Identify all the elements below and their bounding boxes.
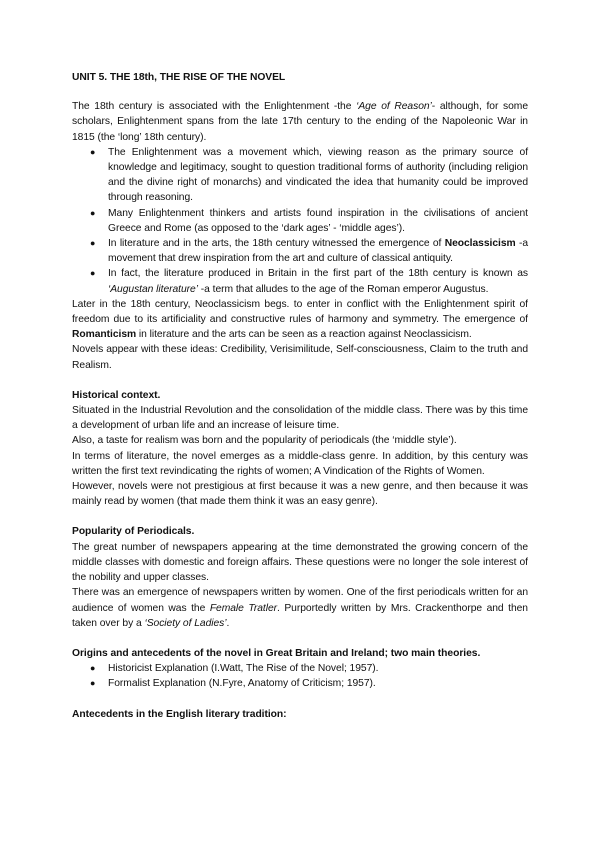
origins-heading: Origins and antecedents of the novel in Great Britain and Ireland; two main theories. (72, 647, 481, 659)
periodicals-p1: The great number of newspapers appearing at the time demonstrated the growing concern of the middle classes with domestic and foreign affairs. These questions were no longer the sole interest of the nobility and upper classes. (72, 541, 528, 584)
intro-paragraph: The 18th century is associated with the Enlightenment -the ‘Age of Reason’- although, for some scholars, Enlightenment spans from the late 17th century to the ending of the Napoleonic War in 1815 (the ‘long’ 18th century). (72, 101, 528, 143)
bullet-icon: ● (90, 146, 96, 157)
periodicals-heading: Popularity of Periodicals. (72, 526, 195, 538)
bullet-icon: ● (90, 678, 96, 689)
enlightenment-list (72, 145, 528, 297)
society-of-ladies-term: ‘Society of Ladies’ (144, 617, 227, 629)
romanticism-term: Romanticism (72, 329, 137, 341)
novels-paragraph: Novels appear with these ideas: Credibility, Verisimilitude, Self-consciousness, Claim to the truth and Realism. (72, 344, 528, 371)
antecedents-heading: Antecedents in the English literary tradition: (72, 708, 287, 720)
historical-p1: Situated in the Industrial Revolution and the consolidation of the middle class. There was by this time a development of urban life and an increase of leisure time. (72, 405, 528, 432)
neoclassicism-term: Neoclassicism (444, 238, 516, 250)
female-tratler-title: Female Tratler (209, 602, 278, 614)
list-item: ● The Enlightenment was a movement which, viewing reason as the primary source of knowledge and legitimacy, sought to question traditional forms of authority (including religion and the divine right of monarchs) and vindicated the idea that humanity could be improved through reasoning. (90, 146, 528, 204)
list-item: ● In literature and in the arts, the 18th century witnessed the emergence of Neoclassicism -a movement that drew inspiration from the art and culture of classical antiquity. (90, 238, 528, 265)
bullet-icon: ● (90, 238, 96, 249)
bullet-icon: ● (90, 268, 96, 279)
bullet-icon: ● (90, 207, 96, 218)
historical-p2: Also, a taste for realism was born and the popularity of periodicals (the ‘middle style’). (72, 435, 457, 447)
unit-title: UNIT 5. THE 18th, THE RISE OF THE NOVEL (72, 72, 286, 83)
document-page (72, 70, 528, 722)
periodicals-p2: There was an emergence of newspapers written by women. One of the first periodicals written for an audience of women was the Female Tratler. Purportedly written by Mrs. Crackenthorpe and then taken over by a ‘Society of Ladies’. (72, 587, 528, 629)
later-paragraph: Later in the 18th century, Neoclassicism begs. to enter in conflict with the Enlightenment spirit of freedom due to its artificiality and constructive rules of harmony and symmetry. The emergence of Romanticism in literature and the arts can be seen as a reaction against Neoclassicism. (72, 298, 528, 341)
theories-list (72, 661, 528, 691)
historical-p4: However, novels were not prestigious at first because it was a new genre, and then because it was mainly read by women (that made them think it was an easy genre). (72, 481, 528, 508)
augustan-term: ‘Augustan literature’ (108, 283, 198, 295)
list-item: ● Historicist Explanation (I.Watt, The Rise of the Novel; 1957). (108, 661, 528, 676)
age-of-reason-term: ‘Age of Reason’ (356, 101, 432, 113)
historical-p3: In terms of literature, the novel emerges as a middle-class genre. In addition, by this century was written the first text revindicating the rights of women; A Vindication of the Rights of Women. (72, 450, 528, 477)
bullet-icon: ● (90, 663, 96, 674)
list-item: ● Many Enlightenment thinkers and artists found inspiration in the civilisations of ancient Greece and Rome (as opposed to the ‘dark ages’ - ‘middle ages’). (90, 207, 528, 234)
list-item: ● In fact, the literature produced in Britain in the first part of the 18th century is known as ‘Augustan literature’ -a term that alludes to the age of the Roman emperor Augustus. (90, 268, 528, 295)
historical-context-heading: Historical context. (72, 389, 161, 401)
list-item: ● Formalist Explanation (N.Fyre, Anatomy of Criticism; 1957). (108, 676, 528, 691)
